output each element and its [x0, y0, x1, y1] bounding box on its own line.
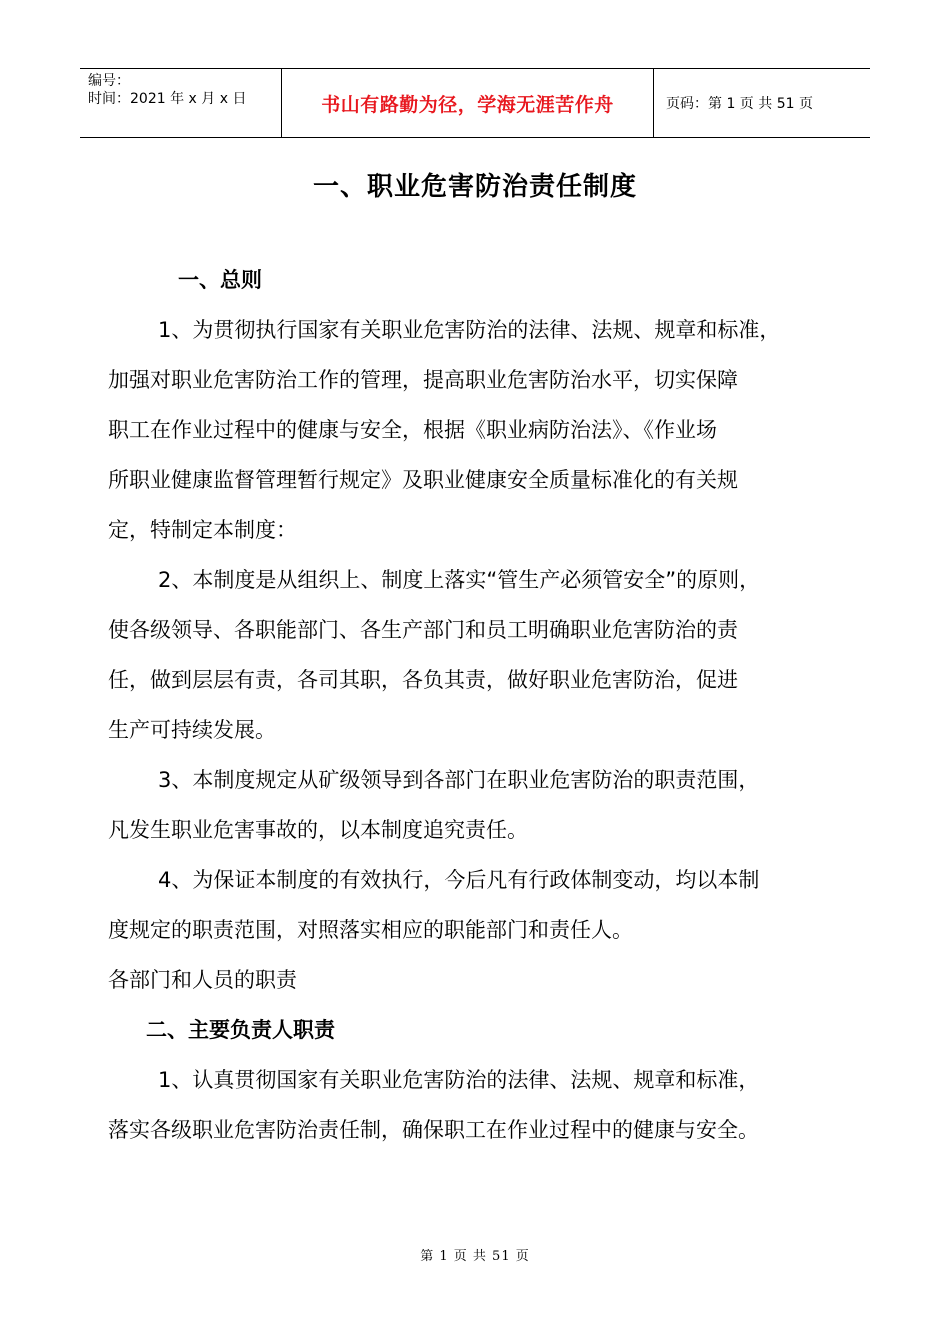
time-label: 时间：2021 年 x 月 x 日	[88, 91, 247, 107]
paragraph-line: 3、本制度规定从矿级领导到各部门在职业危害防治的职责范围，	[158, 768, 760, 792]
paragraph-line: 各部门和人员的职责	[108, 968, 297, 992]
page-footer: 第 1 页 共 51 页	[420, 1249, 530, 1264]
paragraph-line: 任，做到层层有责，各司其职，各负其责，做好职业危害防治，促进	[108, 668, 738, 692]
section-heading: 二、主要负责人职责	[146, 1018, 335, 1042]
paragraph-line: 度规定的职责范围，对照落实相应的职能部门和责任人。	[108, 918, 633, 942]
paragraph-line: 加强对职业危害防治工作的管理，提高职业危害防治水平，切实保障	[108, 368, 738, 392]
header-meta	[80, 69, 282, 137]
header-table	[80, 68, 870, 138]
paragraph-line: 定，特制定本制度：	[108, 518, 297, 542]
document-title: 一、职业危害防治责任制度	[312, 172, 637, 202]
paragraph-line: 落实各级职业危害防治责任制，确保职工在作业过程中的健康与安全。	[108, 1118, 759, 1142]
paragraph-line: 2、本制度是从组织上、制度上落实“管生产必须管安全”的原则，	[158, 568, 761, 592]
paragraph-line: 所职业健康监督管理暂行规定》及职业健康安全质量标准化的有关规	[108, 468, 738, 492]
paragraph-line: 凡发生职业危害事故的，以本制度追究责任。	[108, 818, 528, 842]
paragraph-line: 4、为保证本制度的有效执行，今后凡有行政体制变动，均以本制	[158, 868, 760, 892]
paragraph-line: 生产可持续发展。	[108, 718, 276, 742]
paragraph-line: 使各级领导、各职能部门、各生产部门和员工明确职业危害防治的责	[108, 618, 738, 642]
header-motto: 书山有路勤为径，学海无涯苦作舟	[282, 69, 654, 137]
paragraph-line: 1、认真贯彻国家有关职业危害防治的法律、法规、规章和标准，	[158, 1068, 760, 1092]
paragraph-line: 1、为贯彻执行国家有关职业危害防治的法律、法规、规章和标准，	[158, 318, 781, 342]
header-page-info: 页码：第 1 页 共 51 页	[666, 96, 813, 112]
paragraph-line: 职工在作业过程中的健康与安全，根据《职业病防治法》、《作业场	[108, 418, 717, 442]
number-label: 编号：	[88, 73, 130, 89]
section-heading: 一、总则	[178, 268, 262, 292]
